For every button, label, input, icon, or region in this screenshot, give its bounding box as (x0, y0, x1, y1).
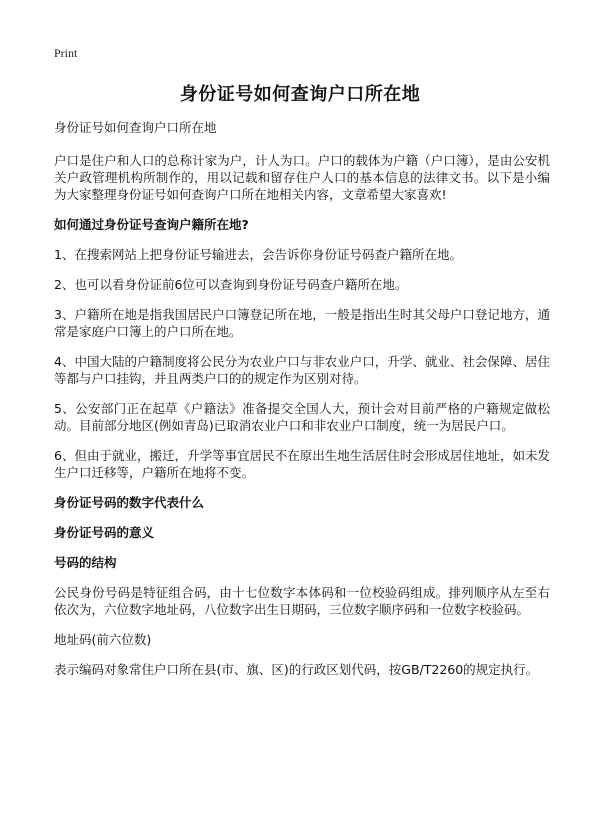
list-item: 3、户籍所在地是指我国居民户口簿登记所在地，一般是指出生时其父母户口登记地方，通常是家庭户口簿上的户口所在地。 (54, 307, 550, 339)
section-heading-structure: 号码的结构 (54, 555, 117, 570)
address-code-label: 地址码(前六位数) (54, 632, 152, 647)
structure-paragraph: 公民身份号码是特征组合码，由十七位数字本体码和一位校验码组成。排列顺序从左至右依次为，六位数字地址码，八位数字出生日期码，三位数字顺序码和一位数字校验码。 (54, 585, 550, 617)
print-link[interactable]: Print (54, 46, 78, 60)
section-heading-digits: 身份证号码的数字代表什么 (54, 495, 205, 510)
section-heading-query: 如何通过身份证号查询户籍所在地? (54, 217, 249, 232)
list-item: 5、公安部门正在起草《户籍法》准备提交全国人大，预计会对目前严格的户籍规定做松动。目前部分地区(例如青岛)已取消农业户口和非农业户口制度，统一为居民户口。 (54, 401, 550, 433)
intro-paragraph: 户口是住户和人口的总称计家为户，计人为口。户口的载体为户籍（户口簿），是由公安机关户政管理机构所制作的，用以记载和留存住户人口的基本信息的法律文书。以下是小编为大家整理身份证号如何查询户口所在地相关内容，文章希望大家喜欢! (54, 153, 550, 202)
list-item: 6、但由于就业，搬迁，升学等事宜居民不在原出生地生活居住时会形成居住地址，如未发生户口迁移等，户籍所在地将不变。 (54, 448, 550, 480)
address-code-paragraph: 表示编码对象常住户口所在县(市、旗、区)的行政区划代码，按GB/T2260的规定执行。 (54, 662, 539, 677)
list-item: 1、在搜索网站上把身份证号输进去，会告诉你身份证号码查户籍所在地。 (54, 247, 462, 262)
document-title: 身份证号如何查询户口所在地 (179, 84, 421, 105)
list-item: 4、中国大陆的户籍制度将公民分为农业户口与非农业户口，升学、就业、社会保障、居住等都与户口挂钩，并且两类户口的的规定作为区别对待。 (54, 354, 550, 386)
section-heading-meaning: 身份证号码的意义 (54, 525, 155, 540)
list-item: 2、也可以看身份证前6位可以查询到身份证号码查户籍所在地。 (54, 277, 408, 292)
article-body (54, 119, 550, 691)
intro-subtitle: 身份证号如何查询户口所在地 (54, 120, 217, 135)
